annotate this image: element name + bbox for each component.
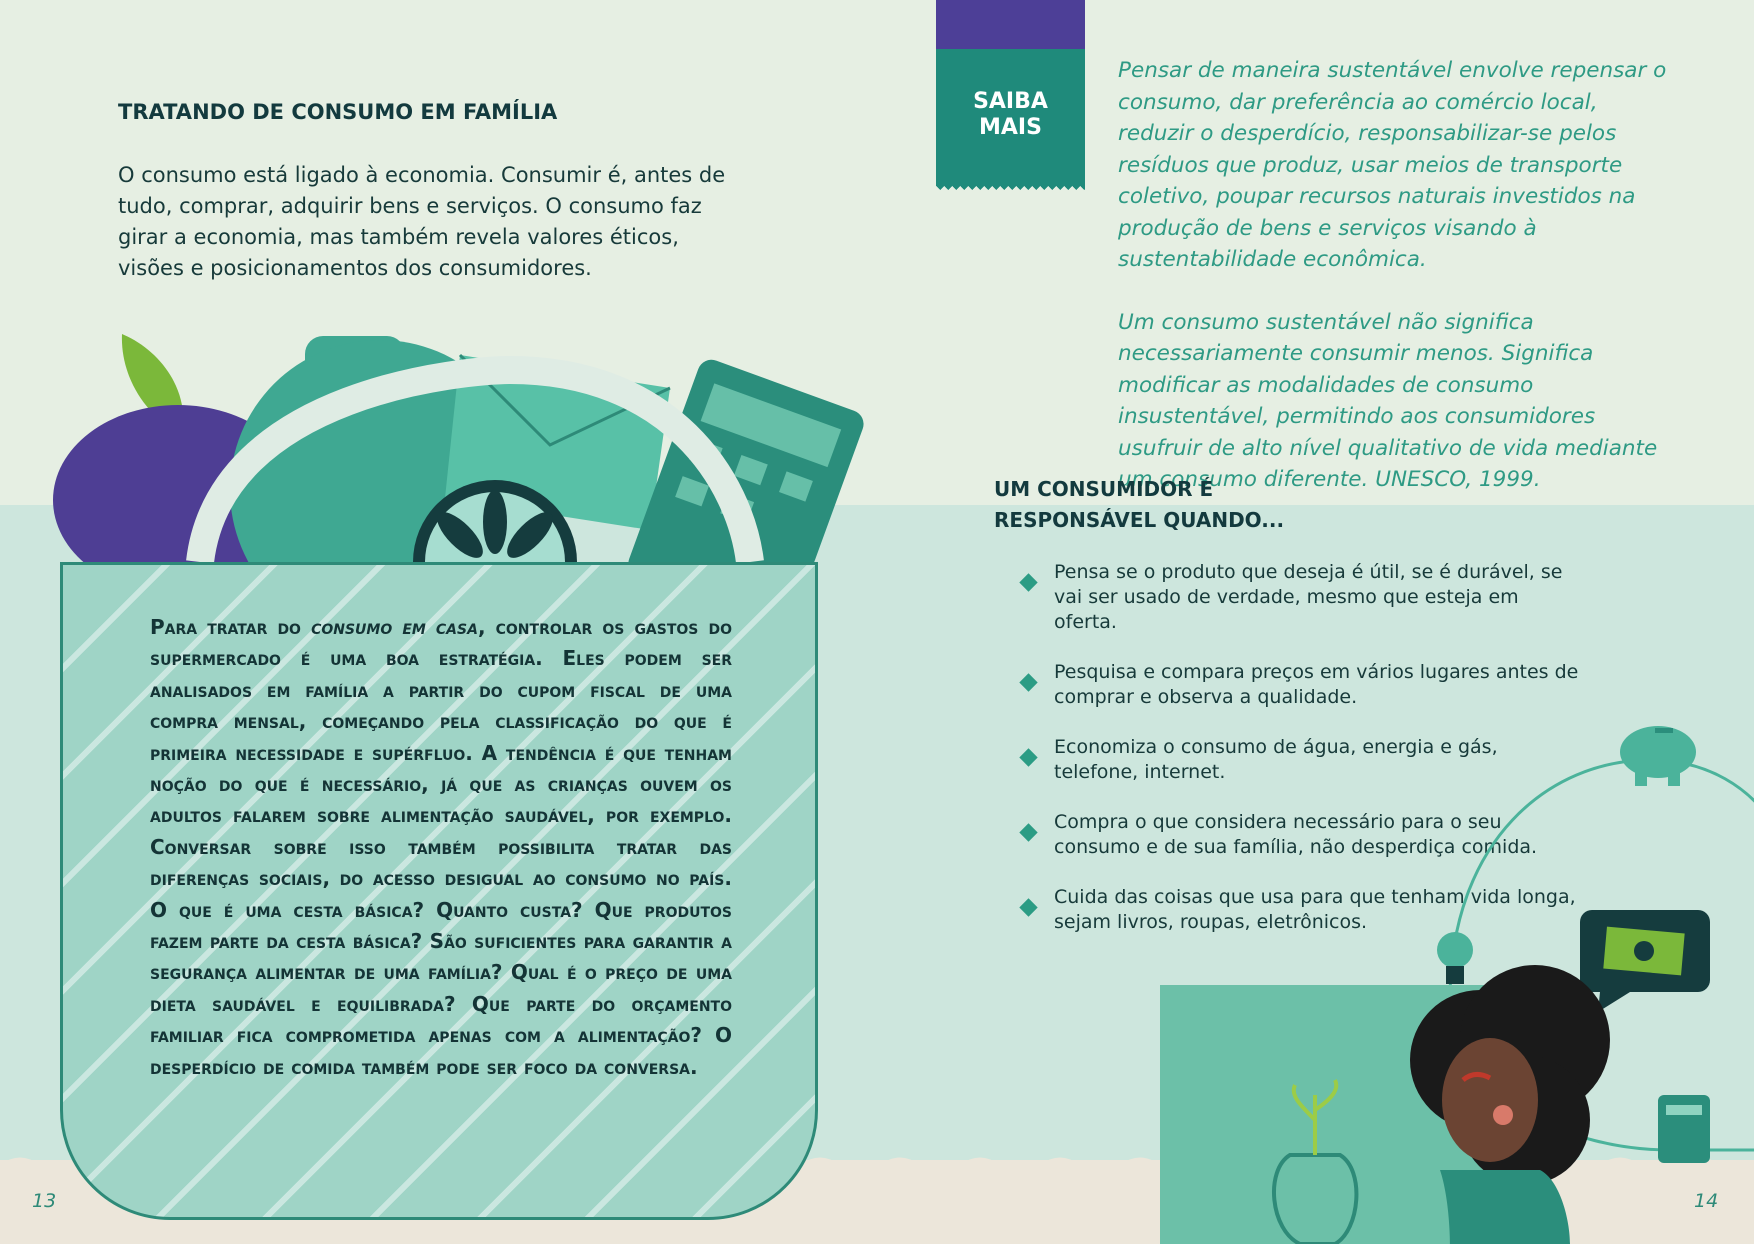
diamond-bullet-icon: [1019, 673, 1037, 691]
woman-illustration: [1150, 700, 1754, 1244]
money-speech-bubble-icon: [1580, 910, 1710, 1012]
small-calculator-icon: [1658, 1095, 1710, 1163]
diamond-bullet-icon: [1019, 748, 1037, 766]
diamond-bullet-icon: [1019, 573, 1037, 591]
tag-label: SAIBA MAIS: [936, 49, 1085, 186]
page-number-left: 13: [32, 1190, 57, 1212]
tag-zigzag-edge: [936, 186, 1085, 194]
right-section-title: UM CONSUMIDOR É RESPONSÁVEL QUANDO...: [994, 477, 1285, 532]
list-item: Economiza o consumo de água, energia e gás, telefone, internet.: [1022, 735, 1582, 785]
piggy-bank-icon: [1620, 726, 1696, 786]
saiba-mais-tag: [936, 0, 1085, 194]
list-item: Compra o que considera necessário para o seu consumo e de sua família, não desperdiça comida.: [1022, 810, 1582, 860]
saiba-mais-text: [1118, 55, 1678, 527]
list-item: Cuida das coisas que usa para que tenham vida longa, sejam livros, roupas, eletrônicos.: [1022, 885, 1582, 935]
list-item: Pesquisa e compara preços em vários lugares antes de comprar e observa a qualidade.: [1022, 660, 1582, 710]
light-bulb-icon: [1437, 932, 1473, 984]
left-intro-paragraph: O consumo está ligado à economia. Consumir é, antes de tudo, comprar, adquirir bens e serviços. O consumo faz girar a economia, mas também revela valores éticos, visões e posicionamentos dos consumidores.: [118, 163, 726, 280]
saiba-paragraph-2: Um consumo sustentável não significa necessariamente consumir menos. Significa modificar as modalidades de consumo insustentável, permitindo aos consumidores usufruir de alto nível qualitativo de vida mediante um consumo diferente. UNESCO, 1999.: [1118, 309, 1658, 492]
left-section-title: TRATANDO DE CONSUMO EM FAMÍLIA: [118, 100, 558, 124]
diamond-bullet-icon: [1019, 823, 1037, 841]
tag-top-band: [936, 0, 1085, 49]
saiba-paragraph-1: Pensar de maneira sustentável envolve repensar o consumo, dar preferência ao comércio local, reduzir o desperdício, responsabilizar-se pelos resíduos que produz, usar meios de transporte coletivo, poupar recursos naturais investidos na produção de bens e serviços visando à sustentabilidade econômica.: [1118, 58, 1667, 272]
basket-items-illustration: [50, 330, 870, 570]
page-number-right: 14: [1694, 1190, 1719, 1212]
list-item: Pensa se o produto que deseja é útil, se é durável, se vai ser usado de verdade, mesmo que esteja em oferta.: [1022, 560, 1582, 635]
diamond-bullet-icon: [1019, 898, 1037, 916]
basket-paragraph: Para tratar do consumo em casa, controlar os gastos do supermercado é uma boa estratégia. Eles podem ser analisados em família a partir do cupom fiscal de uma compra mensal, começando pela classificação do que é primeira necessidade e supérfluo. A tendência é que tenham noção do que é necessário, já que as crianças ouvem os adultos falarem sobre alimentação saudável, por exemplo. Conversar sobre isso também possibilita tratar das diferenças sociais, do acesso desigual ao consumo no país. O que é uma cesta básica? Quanto custa? Que produtos fazem parte da cesta básica? São suficientes para garantir a segurança alimentar de uma família? Qual é o preço de uma dieta saudável e equilibrada? Que parte do orçamento familiar fica comprometida apenas com a alimentação? O desperdício de comida também pode ser foco da conversa.: [150, 615, 732, 1079]
